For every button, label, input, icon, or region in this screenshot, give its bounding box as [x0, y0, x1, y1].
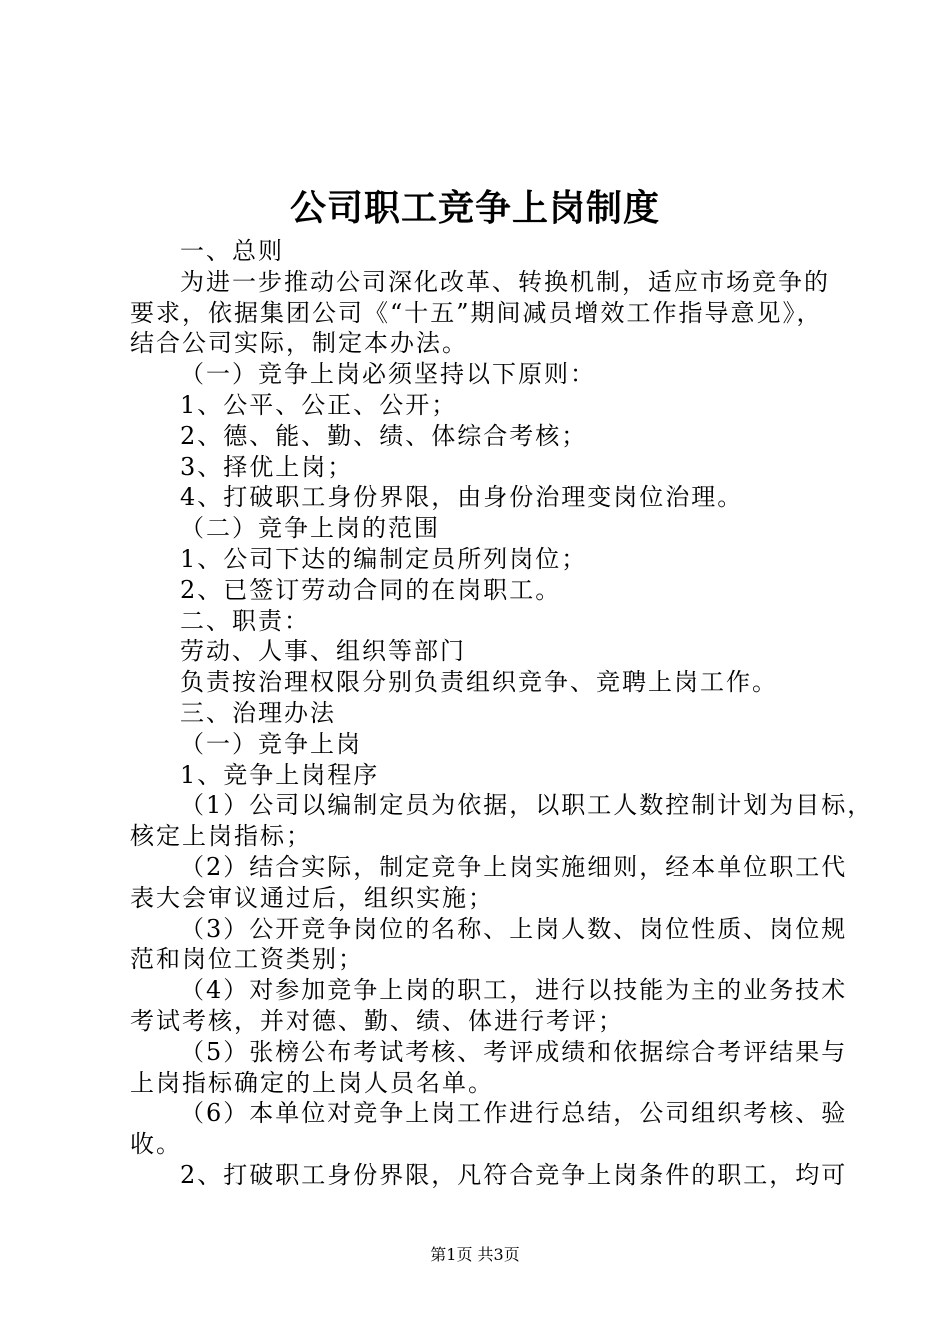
paragraph-line: 上岗指标确定的上岗人员名单。 — [130, 1068, 494, 1097]
paragraph-line: 表大会审议通过后，组织实施； — [130, 883, 494, 912]
paragraph-line: 范和岗位工资类别； — [130, 945, 364, 974]
paragraph-line: 负责按治理权限分别负责组织竞争、竞聘上岗工作。 — [180, 668, 778, 697]
procedure-item: （4）对参加竞争上岗的职工，进行以技能为主的业务技术 — [180, 976, 848, 1005]
document-title: 公司职工竞争上岗制度 — [289, 187, 660, 229]
list-item: 1、公平、公正、公开； — [180, 390, 458, 419]
document-body — [130, 236, 874, 1191]
list-item: 2、德、能、勤、绩、体综合考核； — [180, 421, 588, 450]
procedure-item: （1）公司以编制定员为依据，以职工人数控制计划为目标， — [180, 791, 874, 820]
paragraph-line: 收。 — [130, 1130, 182, 1159]
paragraph-line: 考试考核，并对德、勤、绩、体进行考评； — [130, 1006, 624, 1035]
list-item: 1、公司下达的编制定员所列岗位； — [180, 544, 588, 573]
section-heading-general: 一、总则 — [180, 237, 284, 265]
list-item: 4、打破职工身份界限，由身份治理变岗位治理。 — [180, 483, 744, 512]
subsection-heading-competition: （一）竞争上岗 — [180, 729, 362, 758]
page-footer: 第1页 共3页 — [430, 1245, 520, 1264]
paragraph-line: 劳动、人事、组织等部门 — [180, 637, 466, 666]
list-item: 2、已签订劳动合同的在岗职工。 — [180, 575, 562, 604]
procedure-item: （5）张榜公布考试考核、考评成绩和依据综合考评结果与 — [180, 1037, 848, 1066]
subsection-heading-scope: （二）竞争上岗的范围 — [180, 514, 440, 543]
list-item: 2、打破职工身份界限，凡符合竞争上岗条件的职工，均可 — [180, 1160, 848, 1189]
procedure-item: （3）公开竞争岗位的名称、上岗人数、岗位性质、岗位规 — [180, 914, 848, 943]
subsection-heading-principles: （一）竞争上岗必须坚持以下原则： — [180, 360, 596, 389]
procedure-item: （6）本单位对竞争上岗工作进行总结，公司组织考核、验 — [180, 1099, 848, 1128]
section-heading-duties: 二、职责： — [180, 606, 310, 635]
paragraph-line: 结合公司实际，制定本办法。 — [130, 329, 468, 358]
section-heading-management: 三、治理办法 — [180, 698, 336, 727]
paragraph-line: 要求，依据集团公司《“十五”期间减员增效工作指导意见》， — [130, 298, 823, 327]
paragraph-line: 核定上岗指标； — [130, 822, 312, 851]
paragraph-line: 为进一步推动公司深化改革、转换机制，适应市场竞争的 — [180, 267, 830, 296]
procedure-item: （2）结合实际，制定竞争上岗实施细则，经本单位职工代 — [180, 852, 848, 881]
list-item: 3、择优上岗； — [180, 452, 354, 481]
list-item: 1、竞争上岗程序 — [180, 760, 380, 789]
